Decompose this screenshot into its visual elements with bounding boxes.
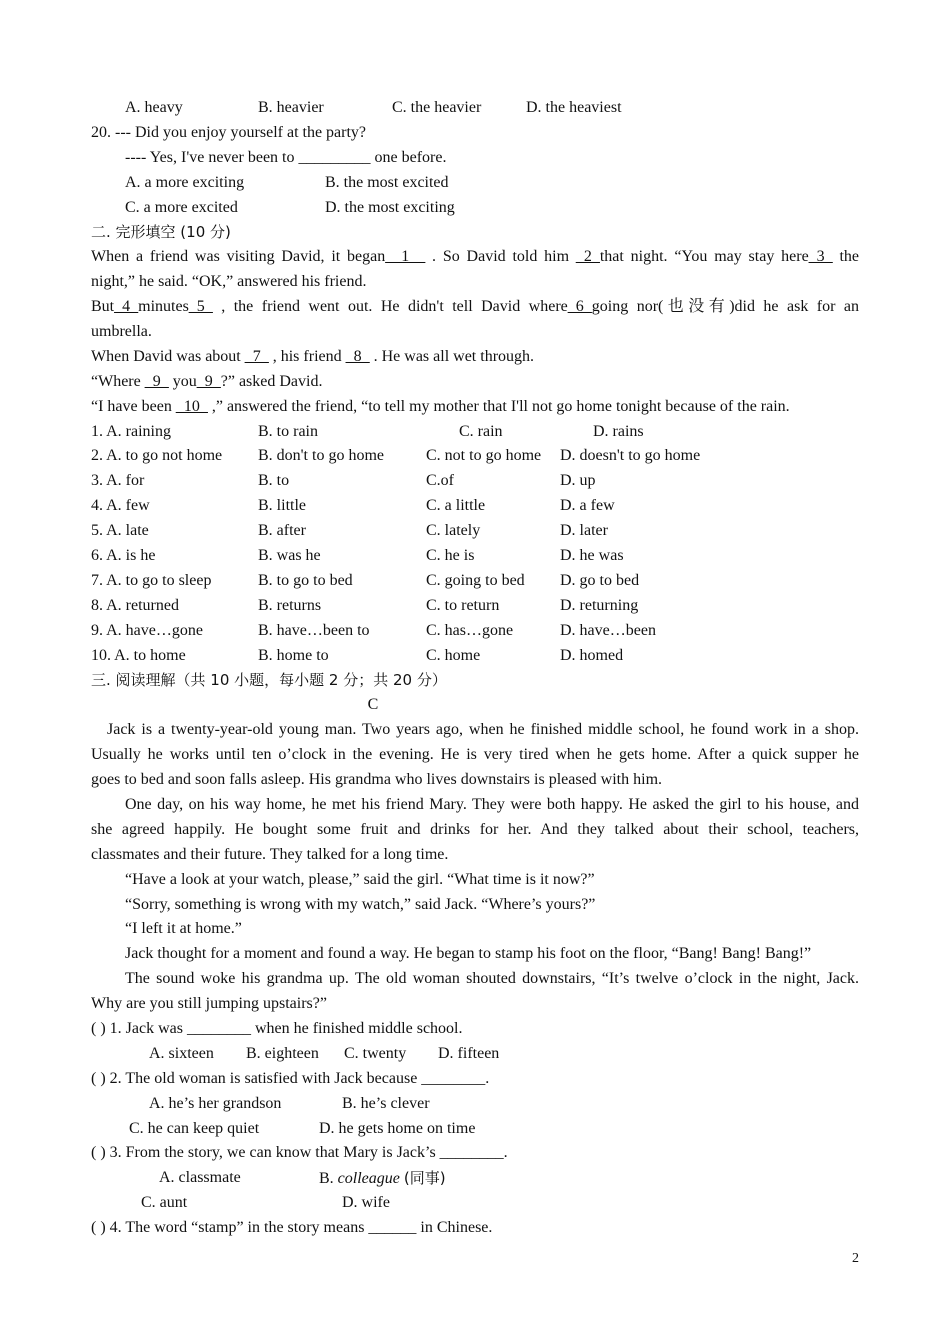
q2-option-b: B. he’s clever	[342, 1094, 430, 1112]
cloze-option-row-8	[91, 594, 859, 619]
question-3-options-row2	[91, 1191, 859, 1216]
cloze-line-3	[91, 295, 859, 320]
option-c: C. going to bed	[426, 571, 525, 589]
option-a: 3. A. for	[91, 472, 145, 490]
option-c: C.of	[426, 472, 454, 490]
cloze-line-2: night,” he said. “OK,” answered his friend.	[91, 273, 367, 291]
q19-option-d: D. the heaviest	[526, 99, 622, 116]
cloze-option-row-10	[91, 644, 859, 669]
cloze-text: ,” answered the friend, “to tell my mother that I'll not go home tonight because of the rain.	[211, 397, 790, 415]
cloze-option-row-7	[91, 569, 859, 594]
passage-label: C	[367, 696, 379, 714]
cloze-text: , his friend	[272, 347, 342, 365]
option-a: 7. A. to go to sleep	[91, 571, 212, 589]
option-a: 5. A. late	[91, 522, 149, 540]
option-c: C. home	[426, 646, 481, 664]
blank-3: _3_	[808, 248, 833, 266]
q2-option-c: C. he can keep quiet	[129, 1119, 260, 1137]
option-b: B. was he	[258, 547, 321, 565]
question-3-stem: ( ) 3. From the story, we can know that Mary is Jack’s ________.	[91, 1144, 508, 1162]
cloze-text: . He was all wet through.	[373, 347, 535, 365]
q3-option-b-word: colleague	[337, 1170, 400, 1188]
cloze-line-6	[91, 370, 859, 395]
option-d: D. up	[560, 472, 596, 490]
cloze-text: “I have been	[91, 397, 172, 415]
cloze-text: ?” asked David.	[220, 372, 323, 390]
option-a: 4. A. few	[91, 497, 150, 515]
exam-page	[91, 96, 859, 1241]
q20-stem: 20. --- Did you enjoy yourself at the party?	[91, 123, 367, 141]
option-b: B. have…been to	[258, 621, 370, 639]
option-a: 9. A. have…gone	[91, 621, 203, 639]
cloze-text: the	[839, 248, 859, 266]
option-b: B. home to	[258, 646, 329, 664]
q20-options-row1	[91, 171, 859, 196]
cloze-text: When a friend was visiting David, it began	[91, 248, 386, 266]
option-d: D. a few	[560, 497, 615, 515]
cloze-text: . So David told him	[432, 248, 570, 266]
option-d: D. homed	[560, 646, 624, 664]
q2-option-a: A. he’s her grandson	[149, 1094, 282, 1112]
cloze-text: “Where	[91, 372, 141, 390]
option-c: C. to return	[426, 596, 500, 614]
q2-option-d: D. he gets home on time	[319, 1119, 476, 1137]
para7-line2: Why are you still jumping upstairs?”	[91, 995, 327, 1013]
q3-option-b-letter: B.	[319, 1170, 334, 1188]
option-d: D. go to bed	[560, 571, 640, 589]
q20-options-row2	[91, 196, 859, 221]
option-c: C. he is	[426, 547, 475, 565]
q19-options	[91, 96, 859, 121]
q3-option-a: A. classmate	[159, 1169, 241, 1187]
cloze-text: minutes	[138, 298, 189, 316]
option-d: D. doesn't to go home	[560, 447, 701, 465]
question-4-stem: ( ) 4. The word “stamp” in the story means ______ in Chinese.	[91, 1219, 493, 1237]
option-b: B. after	[258, 522, 306, 540]
blank-9b: _9_	[196, 372, 221, 390]
q20-option-c: C. a more excited	[125, 198, 238, 216]
cloze-text: When David was about	[91, 347, 241, 365]
option-d: D. rains	[593, 422, 644, 440]
option-d: D. have…been	[560, 621, 656, 639]
option-c: C. not to go home	[426, 447, 542, 465]
option-c: C. a little	[426, 497, 486, 515]
section2-heading: 二. 完形填空 (10 分)	[91, 223, 231, 242]
option-b: B. to rain	[258, 422, 318, 440]
option-d: D. he was	[560, 547, 624, 565]
cloze-text: that night. “You may stay here	[599, 248, 809, 266]
para1-line2: Usually he works until ten o’clock in the evening. He is very tired when he gets home. After a quick supper he	[91, 746, 859, 764]
q3-option-d: D. wife	[342, 1194, 390, 1212]
blank-4: _4_	[114, 298, 139, 316]
cloze-line-1	[91, 245, 859, 270]
cloze-text: going nor(也没有)did he ask for an	[591, 298, 859, 316]
question-3-options-row1	[91, 1166, 859, 1191]
cloze-text: But	[91, 298, 115, 316]
q20-reply: ---- Yes, I've never been to _________ one before.	[125, 148, 447, 166]
option-b: B. to	[258, 472, 290, 490]
para6: Jack thought for a moment and found a way. He began to stamp his foot on the floor, “Bang! Bang! Bang!”	[125, 945, 812, 963]
cloze-line-7	[91, 395, 859, 420]
option-b: B. to go to bed	[258, 571, 353, 589]
option-b: B. little	[258, 497, 306, 515]
blank-5: _5_	[188, 298, 213, 316]
cloze-line-4: umbrella.	[91, 323, 152, 341]
blank-10: _10_	[175, 397, 208, 415]
option-a: 2. A. to go not home	[91, 447, 223, 465]
cloze-option-row-3	[91, 469, 859, 494]
para7-line1: The sound woke his grandma up. The old woman shouted downstairs, “It’s twelve o’clock in the night, Jack.	[125, 970, 859, 988]
blank-2: _2_	[575, 248, 600, 266]
q1-option-b: B. eighteen	[246, 1044, 319, 1062]
cloze-option-row-9	[91, 619, 859, 644]
q20-option-b: B. the most excited	[325, 173, 449, 191]
question-2-options-row2	[91, 1117, 859, 1142]
option-b: B. returns	[258, 596, 322, 614]
section3-heading: 三. 阅读理解（共 10 小题，每小题 2 分；共 20 分）	[91, 671, 447, 690]
para5: “I left it at home.”	[125, 920, 242, 938]
option-c: C. has…gone	[426, 621, 514, 639]
cloze-option-row-5	[91, 519, 859, 544]
q1-option-c: C. twenty	[344, 1044, 407, 1062]
option-d: D. later	[560, 522, 608, 540]
q1-option-a: A. sixteen	[149, 1044, 214, 1062]
para1-line3: goes to bed and soon falls asleep. His grandma who lives downstairs is pleased with him.	[91, 771, 663, 789]
blank-6: _6_	[567, 298, 592, 316]
q19-option-b: B. heavier	[258, 99, 324, 116]
option-a: 10. A. to home	[91, 646, 186, 664]
q20-option-a: A. a more exciting	[125, 173, 245, 191]
cloze-text: you	[172, 372, 197, 390]
cloze-option-row-4	[91, 494, 859, 519]
cloze-option-row-6	[91, 544, 859, 569]
option-a: 1. A. raining	[91, 422, 171, 440]
question-1-stem: ( ) 1. Jack was ________ when he finished middle school.	[91, 1019, 463, 1037]
para2-line3: classmates and their future. They talked for a long time.	[91, 845, 449, 863]
question-2-options-row1	[91, 1092, 859, 1117]
para2-line1: One day, on his way home, he met his friend Mary. They were both happy. He asked the girl to his house, and	[125, 795, 859, 813]
question-2-stem: ( ) 2. The old woman is satisfied with Jack because ________.	[91, 1069, 490, 1087]
blank-1: __1__	[385, 248, 426, 266]
option-a: 8. A. returned	[91, 596, 179, 614]
option-b: B. don't to go home	[258, 447, 384, 465]
para1-line1: Jack is a twenty-year-old young man. Two years ago, when he finished middle school, he found work in a shop.	[107, 721, 859, 739]
q3-option-b	[319, 1166, 446, 1192]
option-d: D. returning	[560, 596, 639, 614]
q19-option-a: A. heavy	[125, 99, 183, 116]
para3: “Have a look at your watch, please,” said the girl. “What time is it now?”	[125, 870, 595, 888]
question-1-options	[91, 1042, 859, 1067]
blank-8: _8_	[345, 347, 370, 365]
option-c: C. lately	[426, 522, 481, 540]
option-c: C. rain	[459, 422, 503, 440]
para4: “Sorry, something is wrong with my watch,” said Jack. “Where’s yours?”	[125, 895, 596, 913]
cloze-options	[91, 420, 859, 669]
cloze-option-row-2	[91, 444, 859, 469]
blank-7: _7_	[244, 347, 269, 365]
q20-option-d: D. the most exciting	[325, 198, 455, 216]
cloze-option-row-1	[91, 420, 859, 445]
page-number: 2	[852, 1251, 859, 1266]
para2-line2: she agreed happily. He bought some fruit and drinks for her. And they talked about their school, teachers,	[91, 820, 859, 838]
cloze-line-5	[91, 345, 859, 370]
q3-option-b-gloss: (同事)	[403, 1169, 446, 1188]
q1-option-d: D. fifteen	[438, 1044, 500, 1062]
cloze-text: , the friend went out. He didn't tell David where	[221, 298, 568, 316]
option-a: 6. A. is he	[91, 547, 156, 565]
blank-9a: _9_	[144, 372, 169, 390]
q19-option-c: C. the heavier	[392, 99, 482, 116]
q3-option-c: C. aunt	[141, 1194, 188, 1212]
